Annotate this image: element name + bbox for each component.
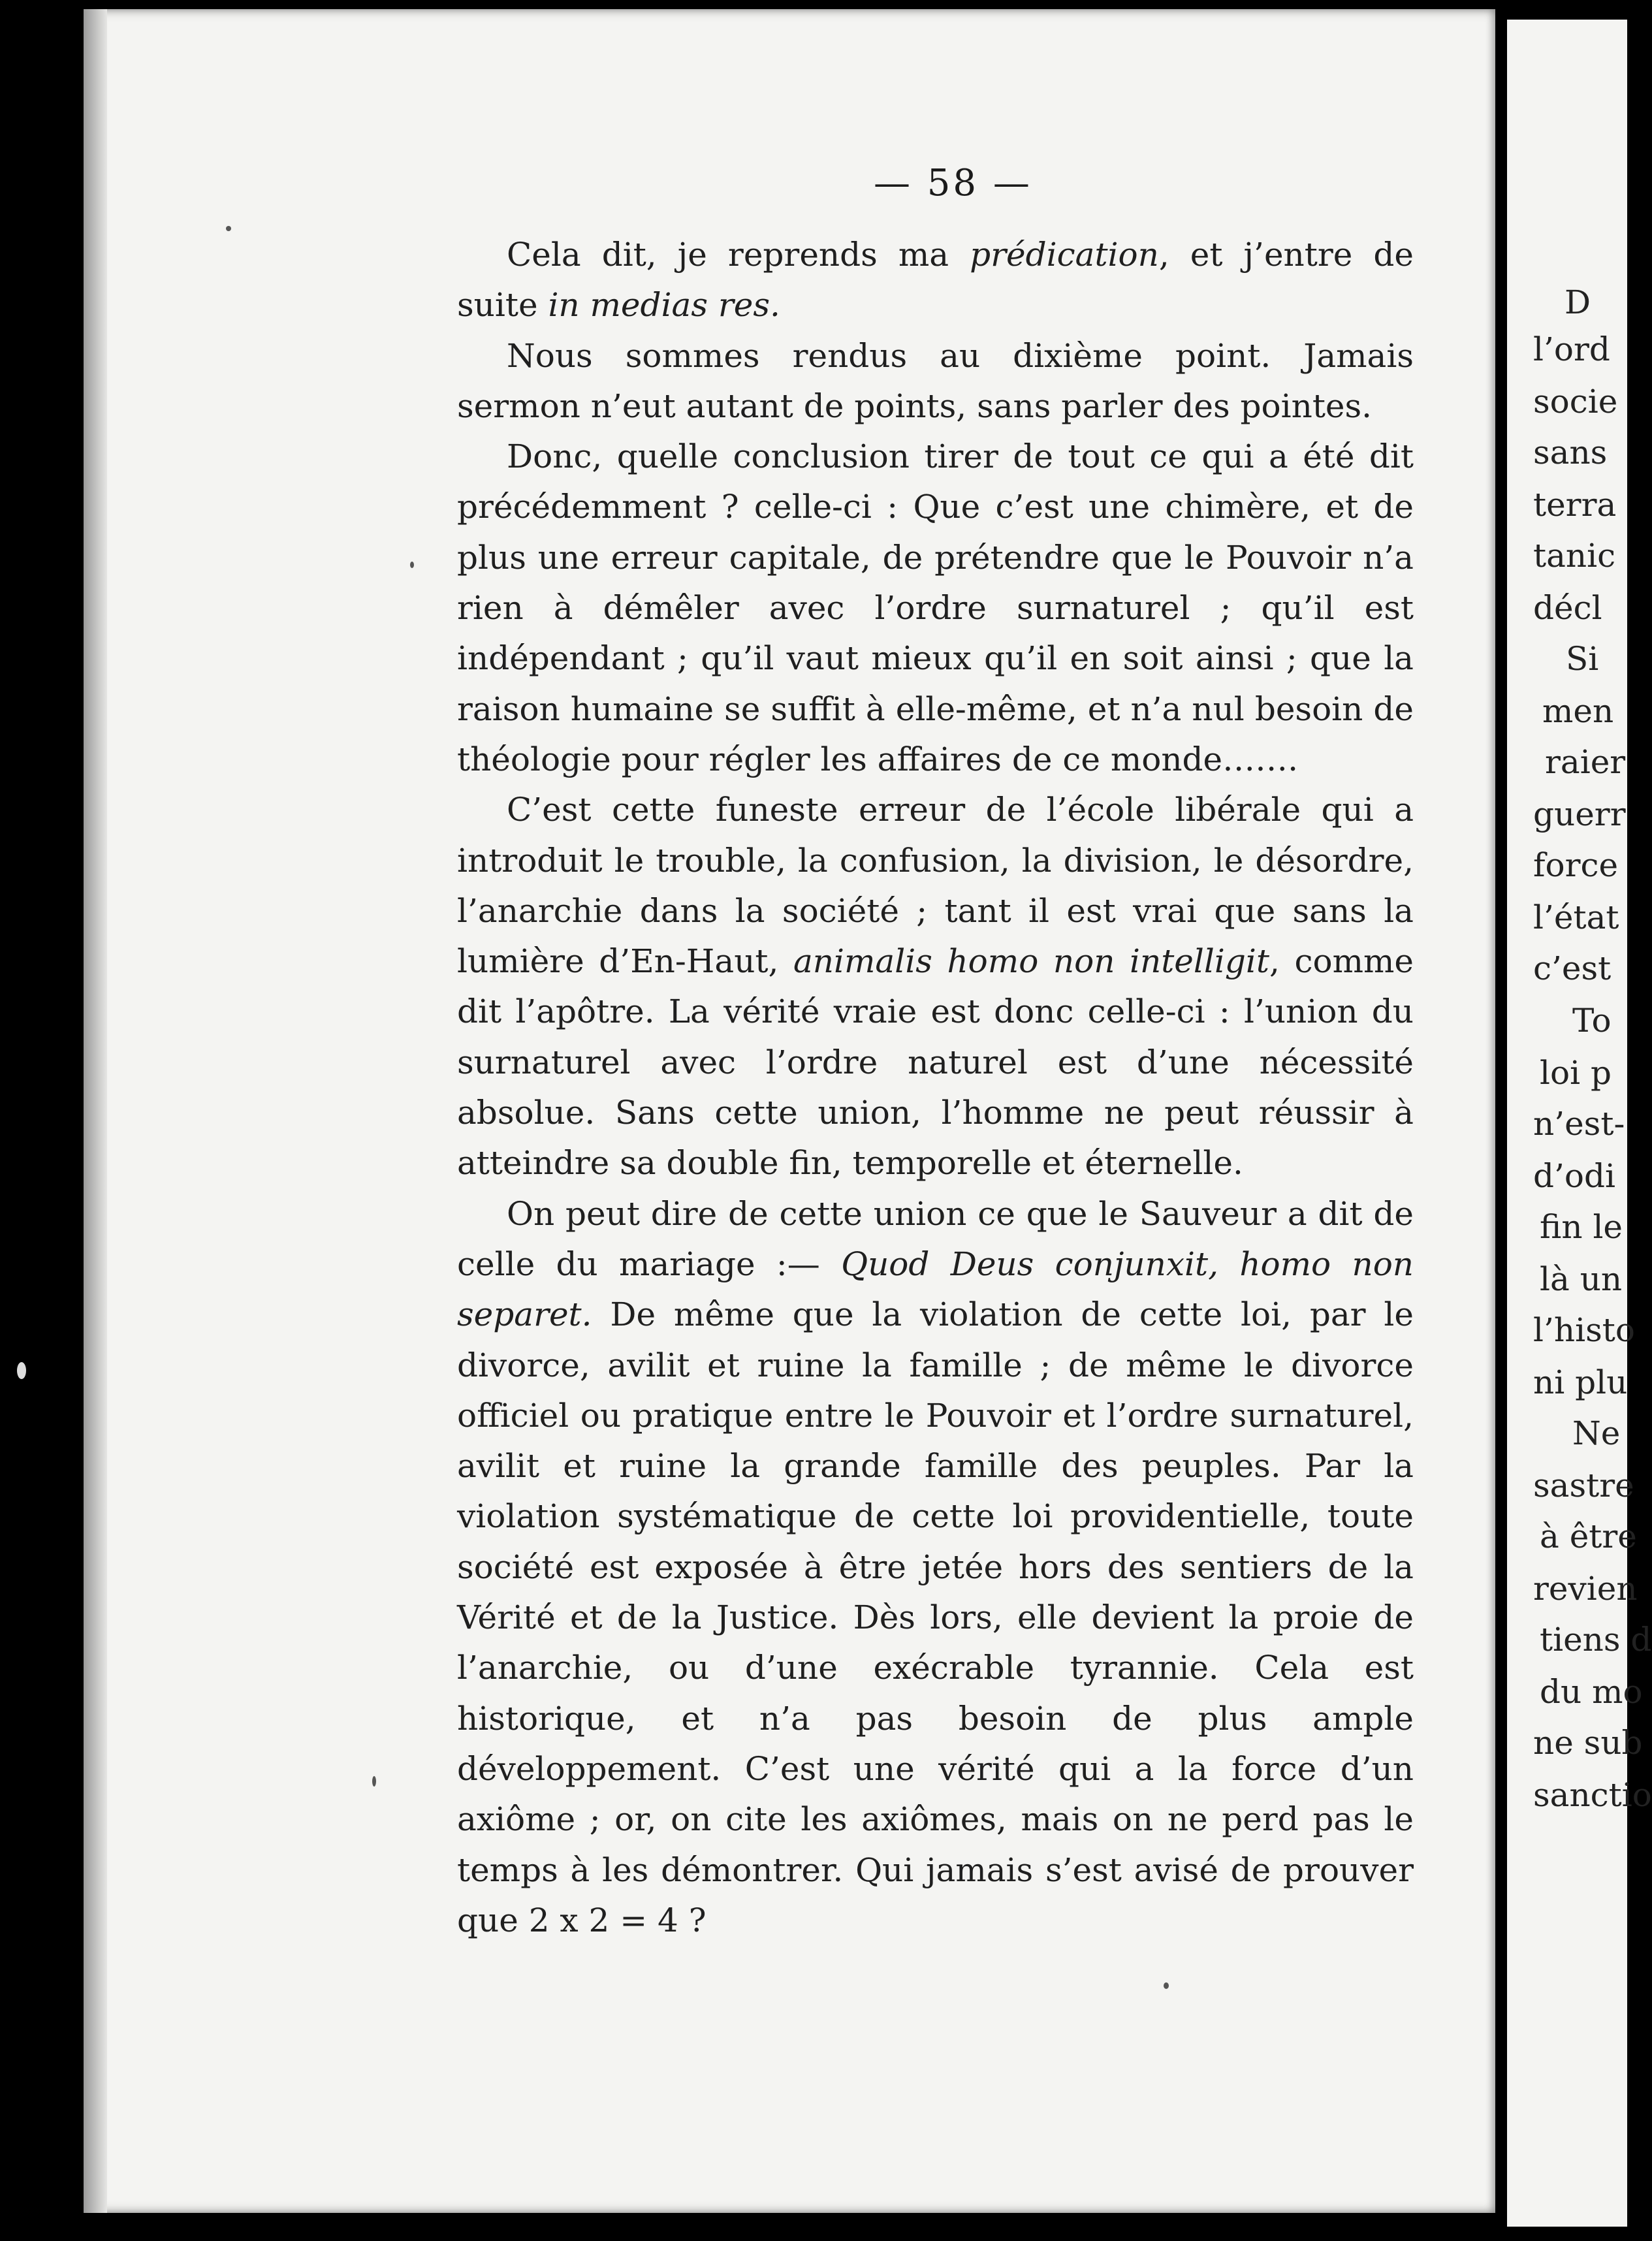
facing-page (1507, 20, 1652, 2227)
paragraph (457, 1189, 1414, 1946)
facing-page-line: c’est (1533, 949, 1612, 987)
page-number: — 58 — (874, 162, 1032, 204)
book-gutter (1495, 0, 1507, 2241)
dust-speck (1164, 1982, 1169, 1989)
facing-page-line: men (1542, 692, 1614, 730)
paragraph (457, 785, 1414, 1188)
facing-page-line: terra (1533, 486, 1617, 524)
facing-page-line: fin le (1540, 1208, 1623, 1246)
facing-page-line: n’est- (1533, 1105, 1625, 1143)
facing-page-line: à être (1540, 1518, 1637, 1555)
paragraph-text: C’est cette funeste erreur de l’école libérale qui a introduit le trouble, la confusion, la division, le désordre, l’anarchie dans la société ; tant il est vrai que sans la lumière d’En-Haut, (457, 791, 1414, 981)
facing-page-line: socie (1533, 383, 1618, 421)
facing-page-line: sanctio (1533, 1776, 1652, 1814)
facing-page-line: l’état (1533, 898, 1619, 936)
italic-text: prédication (970, 236, 1159, 274)
facing-page-line: force (1533, 846, 1619, 884)
dust-speck (17, 1362, 26, 1379)
facing-page-line: raier (1545, 743, 1626, 781)
facing-page-line: là un (1540, 1260, 1623, 1298)
italic-text: animalis homo non intelligit (793, 942, 1269, 981)
paragraph-text: , comme dit l’apôtre. La vérité vraie est donc celle-ci : l’union du surnaturel avec l’ordre naturel est d’une nécessité absolue. Sans cette union, l’homme ne peut réussir à atteindre sa double fin, temporelle et éternelle. (457, 942, 1414, 1183)
facing-page-line: guerr (1533, 795, 1626, 833)
paragraph (457, 331, 1414, 432)
facing-page-line: sastre (1533, 1467, 1634, 1504)
paragraph-text: Donc, quelle conclusion tirer de tout ce qui a été dit précédemment ? celle-ci : Que c’est une chimère, et de plus une erreur capitale, de prétendre que le Pouvoir n’a rien à démêler avec l’ordre surnaturel ; qu’il est indépendant ; qu’il vaut mieux qu’il en soit ainsi ; que la raison humaine se suffit à elle-même, et n’a nul besoin de théologie pour régler les affaires de ce monde……. (457, 437, 1414, 778)
facing-page-line: sans (1533, 434, 1608, 471)
facing-page-line: Si (1566, 640, 1599, 678)
facing-page-line: D (1565, 283, 1591, 321)
page-edge-shadow (84, 9, 107, 2213)
paragraph-text: Cela dit, je reprends ma (507, 236, 970, 274)
paragraph-text: De même que la violation de cette loi, par le divorce, avilit et ruine la famille ; de même le divorce officiel ou pratique entre le Pouvoir et l’ordre surnaturel, avilit et ruine la grande famille des peuples. Par la violation systématique de cette loi providentielle, toute société est exposée à être jetée hors des sentiers de la Vérité et de la Justice. Dès lors, elle devient la proie de l’anarchie, ou d’une exécrable tyrannie. Cela est historique, et n’a pas besoin de plus ample développement. C’est une vérité qui a la force d’un axiôme ; or, on cite les axiômes, mais on ne perd pas le temps à les démontrer. Qui jamais s’est avisé de prouver que 2 x 2 = 4 ? (457, 1295, 1414, 1939)
facing-page-line: Ne (1572, 1414, 1621, 1452)
facing-page-line: d’odi (1533, 1157, 1616, 1195)
paragraph-text: , et j’entre de suite (457, 236, 1414, 325)
dust-speck (372, 1776, 376, 1787)
dust-speck (410, 562, 414, 568)
dust-speck (226, 226, 231, 231)
facing-page-line: revien (1533, 1570, 1638, 1608)
facing-page-line: ne sub (1533, 1724, 1643, 1762)
facing-page-line: l’histo (1533, 1311, 1635, 1349)
facing-page-line: l’ord (1533, 330, 1610, 368)
paragraph-text: On peut dire de cette union ce que le Sauveur a dit de celle du mariage :— (457, 1194, 1414, 1283)
facing-page-line: tiens d (1540, 1621, 1652, 1659)
paragraph-text: Nous sommes rendus au dixième point. Jamais sermon n’eut autant de points, sans parler des pointes. (457, 336, 1414, 425)
paragraph (457, 432, 1414, 785)
facing-page-line: To (1572, 1002, 1612, 1040)
facing-page-line: décl (1533, 589, 1602, 627)
facing-page-line: loi p (1540, 1054, 1612, 1092)
italic-text: Quod Deus conjunxit, homo non separet. (457, 1245, 1414, 1334)
facing-page-line: du mo (1540, 1673, 1643, 1711)
facing-page-line: tanic (1533, 537, 1616, 575)
body-text (457, 230, 1414, 1946)
facing-page-line: ni plu (1533, 1363, 1628, 1401)
paragraph (457, 230, 1414, 331)
italic-text: in medias res. (548, 286, 780, 325)
